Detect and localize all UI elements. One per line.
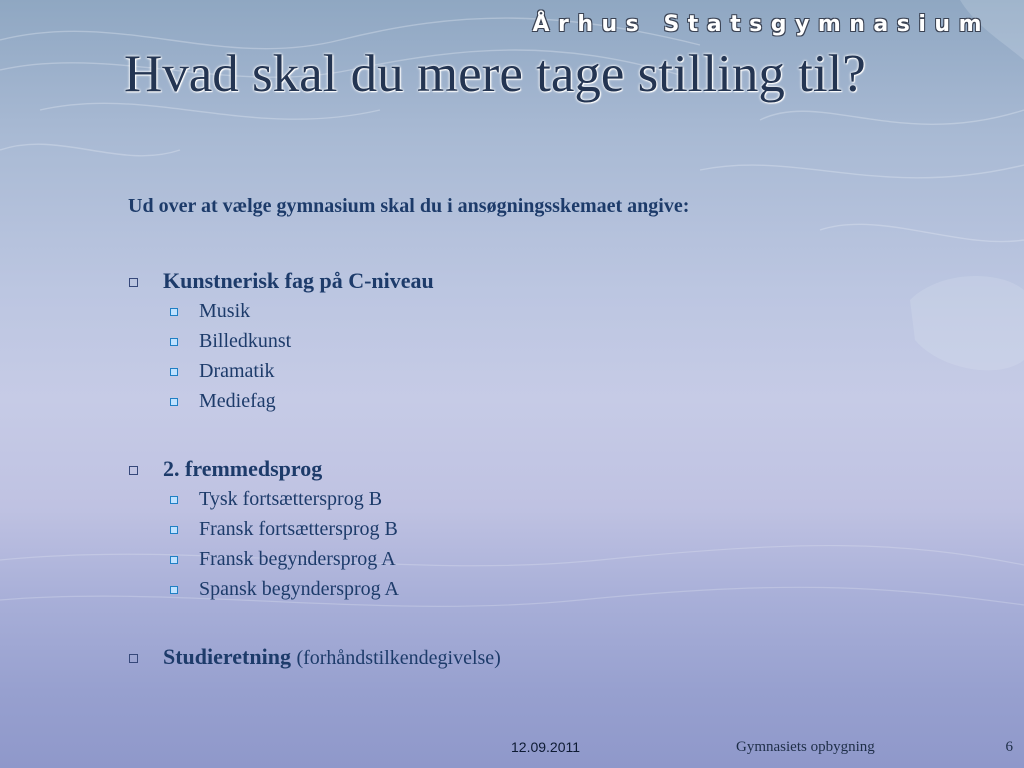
bullet-heading bbox=[128, 454, 988, 484]
list-item-text: Tysk fortsættersprog B bbox=[199, 488, 383, 510]
slide-title: Hvad skal du mere tage stilling til? bbox=[124, 45, 866, 103]
list-item bbox=[128, 296, 988, 326]
list-item bbox=[128, 484, 988, 514]
school-name: Århus Statsgymnasium bbox=[532, 12, 990, 37]
list-item bbox=[128, 326, 988, 356]
list-item-text: Fransk begyndersprog A bbox=[199, 548, 396, 570]
slide-content bbox=[128, 192, 988, 711]
small-square-bullet-icon bbox=[170, 556, 178, 564]
square-bullet-icon bbox=[129, 278, 138, 287]
list-item bbox=[128, 356, 988, 386]
sub-bullet-list bbox=[128, 296, 988, 416]
slide-number: 6 bbox=[1005, 739, 1013, 755]
heading-text: 2. fremmedsprog bbox=[163, 456, 323, 481]
heading-note: (forhåndstilkendegivelse) bbox=[296, 647, 501, 669]
list-item bbox=[128, 544, 988, 574]
small-square-bullet-icon bbox=[170, 338, 178, 346]
sub-bullet-list bbox=[128, 484, 988, 604]
small-square-bullet-icon bbox=[170, 496, 178, 504]
small-square-bullet-icon bbox=[170, 586, 178, 594]
small-square-bullet-icon bbox=[170, 308, 178, 316]
small-square-bullet-icon bbox=[170, 368, 178, 376]
footer-presentation-name: Gymnasiets opbygning bbox=[736, 739, 875, 755]
list-item-text: Mediefag bbox=[199, 390, 276, 412]
list-item bbox=[128, 574, 988, 604]
footer-date: 12.09.2011 bbox=[511, 739, 581, 755]
bullet-heading bbox=[128, 642, 988, 673]
heading-text: Studieretning bbox=[163, 644, 291, 669]
square-bullet-icon bbox=[129, 466, 138, 475]
list-item-text: Musik bbox=[199, 300, 251, 322]
heading-text: Kunstnerisk fag på C-niveau bbox=[163, 268, 434, 293]
list-item bbox=[128, 386, 988, 416]
bullet-heading bbox=[128, 266, 988, 296]
intro-text: Ud over at vælge gymnasium skal du i ansøgningsskemaet angive: bbox=[128, 195, 690, 217]
list-item-text: Spansk begyndersprog A bbox=[199, 578, 399, 600]
small-square-bullet-icon bbox=[170, 526, 178, 534]
small-square-bullet-icon bbox=[170, 398, 178, 406]
list-item bbox=[128, 514, 988, 544]
square-bullet-icon bbox=[129, 654, 138, 663]
list-item-text: Billedkunst bbox=[199, 330, 292, 352]
bullet-group-study-direction bbox=[128, 642, 988, 673]
bullet-group-languages bbox=[128, 454, 988, 604]
list-item-text: Dramatik bbox=[199, 360, 275, 382]
list-item-text: Fransk fortsættersprog B bbox=[199, 518, 398, 540]
bullet-group-arts bbox=[128, 266, 988, 416]
